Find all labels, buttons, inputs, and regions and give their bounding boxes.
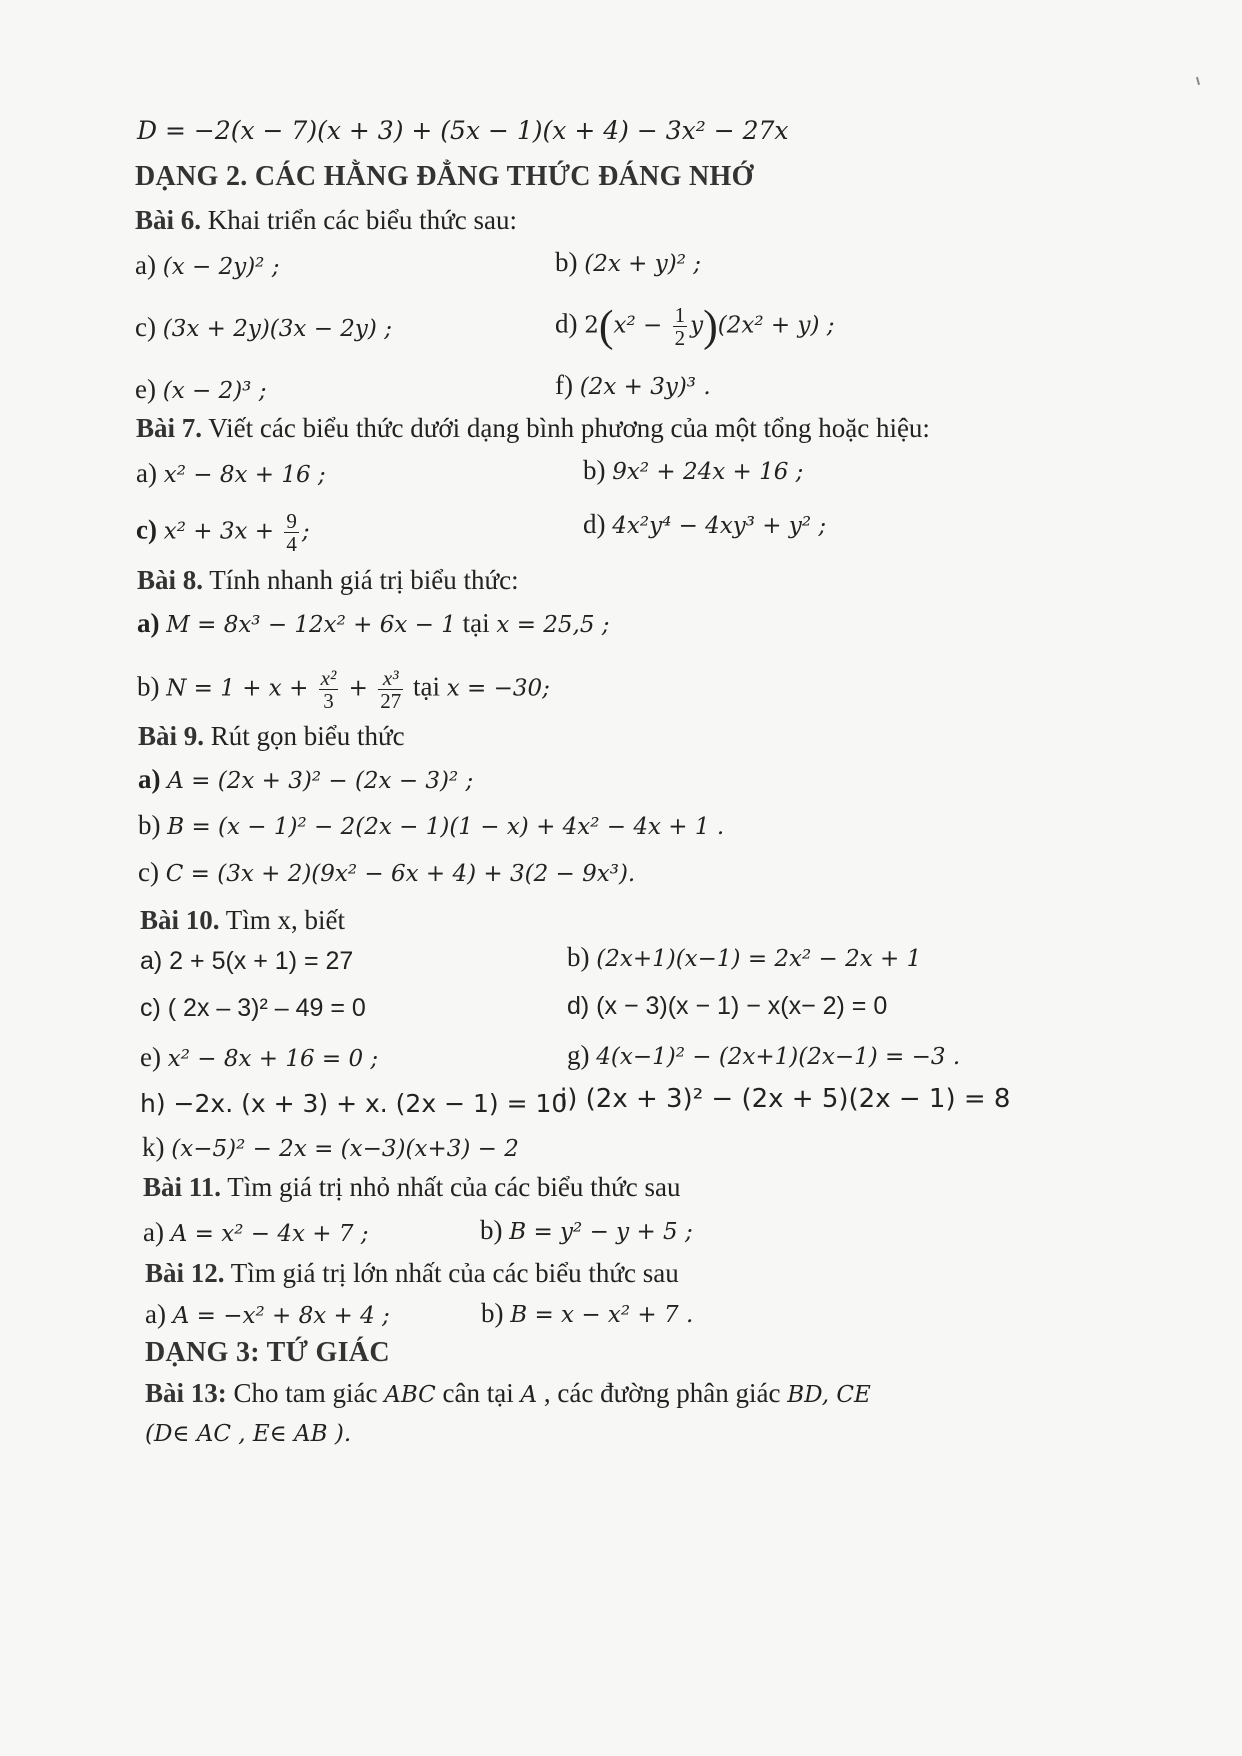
- exercise-9c: c) C = (3x + 2)(9x² − 6x + 4) + 3(2 − 9x³).: [138, 857, 636, 887]
- exercise-11a: a) A = x² − 4x + 7 ;: [143, 1217, 369, 1247]
- exercise-7a: a) x² − 8x + 16 ;: [136, 458, 326, 488]
- exercise-12b: b) B = x − x² + 7 .: [481, 1298, 694, 1328]
- exercise-6-title: Bài 6. Khai triển các biểu thức sau:: [135, 205, 518, 235]
- exercise-9a: a) A = (2x + 3)² − (2x − 3)² ;: [138, 764, 474, 794]
- exercise-10e: e) x² − 8x + 16 = 0 ;: [140, 1042, 379, 1072]
- exercise-13-line-1: Bài 13: Cho tam giác ABC cân tại A , các đường phân giác BD, CE: [145, 1378, 871, 1408]
- section-heading-dang-2: DẠNG 2. CÁC HẰNG ĐẲNG THỨC ĐÁNG NHỚ: [135, 161, 754, 192]
- exercise-11b: b) B = y² − y + 5 ;: [480, 1215, 693, 1245]
- exercise-11-title: Bài 11. Tìm giá trị nhỏ nhất của các biểu thức sau: [143, 1172, 681, 1202]
- exercise-10-title: Bài 10. Tìm x, biết: [140, 905, 346, 935]
- exercise-6f: f) (2x + 3y)³ .: [555, 370, 711, 400]
- exercise-10d: d) (x − 3)(x − 1) − x(x− 2) = 0: [567, 992, 888, 1020]
- exercise-8b: b) N = 1 + x + $\frac{\text{x²}}{3}$ + $\frac{\text{x³}}{27}$ tại x = −30;: [137, 666, 550, 713]
- exercise-6a: a) (x − 2y)² ;: [135, 250, 280, 280]
- fraction-x3-over-27: $\frac{\text{x³}}{27}$: [380, 666, 402, 713]
- exercise-7-title: Bài 7. Viết các biểu thức dưới dạng bình phương của một tổng hoặc hiệu:: [136, 413, 930, 443]
- exercise-10k: k) (x−5)² − 2x = (x−3)(x+3) − 2: [142, 1132, 519, 1162]
- exercise-12-title: Bài 12. Tìm giá trị lớn nhất của các biểu thức sau: [145, 1258, 679, 1288]
- exercise-6b: b) (2x + y)² ;: [555, 247, 701, 277]
- exercise-10h: h) −2x. (x + 3) + x. (2x − 1) = 10: [140, 1089, 568, 1118]
- exercise-10g: g) 4(x−1)² − (2x+1)(2x−1) = −3 .: [567, 1040, 961, 1070]
- exercise-6e: e) (x − 2)³ ;: [135, 374, 267, 404]
- exercise-8-title: Bài 8. Tính nhanh giá trị biểu thức:: [137, 565, 519, 595]
- left-paren: (: [598, 301, 614, 351]
- exercise-7c: c) x² + 3x + $\frac{9}{4}$ ;: [136, 509, 310, 556]
- exercise-13-line-2: (D∈ AC , E∈ AB ).: [145, 1421, 352, 1447]
- exercise-6c: c) (3x + 2y)(3x − 2y) ;: [135, 312, 392, 342]
- section-heading-dang-3: DẠNG 3: TỨ GIÁC: [145, 1337, 390, 1368]
- fraction-one-half: $\frac{1}{2}$: [674, 303, 686, 350]
- exercise-10c: c) ( 2x – 3)² – 49 = 0: [140, 994, 366, 1022]
- scan-mark: [1196, 77, 1200, 85]
- fraction-nine-fourths: $\frac{9}{4}$: [286, 509, 297, 556]
- exercise-7b: b) 9x² + 24x + 16 ;: [583, 455, 804, 485]
- right-paren: ): [703, 301, 718, 351]
- exercise-10i: i) (2x + 3)² − (2x + 5)(2x − 1) = 8: [560, 1084, 1011, 1114]
- exercise-9b: b) B = (x − 1)² − 2(2x − 1)(1 − x) + 4x² − 4x + 1 .: [138, 810, 725, 840]
- exercise-6d: d) 2(x² − $\frac{1}{2}$ y)(2x² + y) ;: [555, 301, 835, 351]
- exercise-10b: b) (2x+1)(x−1) = 2x² − 2x + 1: [567, 942, 922, 972]
- exercise-10a: a) 2 + 5(x + 1) = 27: [140, 947, 354, 975]
- expression-d: D = −2(x − 7)(x + 3) + (5x − 1)(x + 4) − 3x² − 27x: [137, 116, 789, 145]
- fraction-x2-over-3: $\frac{\text{x²}}{3}$: [320, 666, 337, 713]
- exercise-9-title: Bài 9. Rút gọn biểu thức: [138, 721, 405, 751]
- exercise-12a: a) A = −x² + 8x + 4 ;: [145, 1299, 390, 1329]
- exercise-8a: a) M = 8x³ − 12x² + 6x − 1 tại x = 25,5 ;: [137, 608, 610, 638]
- exercise-7d: d) 4x²y⁴ − 4xy³ + y² ;: [583, 509, 827, 539]
